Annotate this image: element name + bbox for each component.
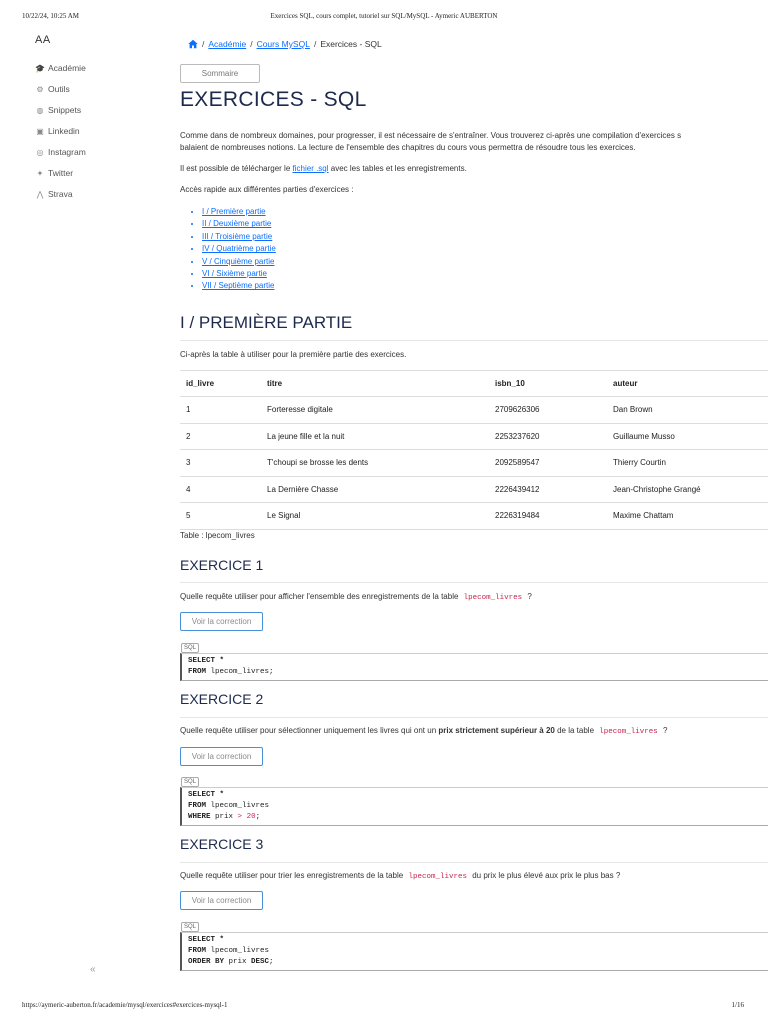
twitter-icon: ✦ [36, 168, 44, 178]
question-text: Quelle requête utiliser pour afficher l'ensemble des enregistrements de la table [180, 592, 461, 601]
brand-logo[interactable]: AA [35, 34, 51, 46]
code-language-badge: SQL [181, 777, 199, 787]
toc-link-part-2[interactable]: II / Deuxième partie [202, 219, 272, 229]
print-page-number: 1/16 [731, 1001, 744, 1009]
table-cell: Maxime Chattam [607, 503, 768, 530]
table-cell: 2092589547 [489, 450, 607, 477]
exercise-3-question [180, 870, 620, 883]
table-cell: 2253237620 [489, 423, 607, 450]
home-icon[interactable] [188, 39, 198, 49]
toc-link-part-5[interactable]: V / Cinquième partie [202, 256, 275, 266]
sidebar-item-label: Académie [48, 63, 86, 73]
code-line: FROM lpecom_livres; [188, 668, 274, 676]
print-title: Exercices SQL, cours complet, tutoriel sur SQL/MySQL - Aymeric AUBERTON [270, 12, 498, 20]
strava-icon: ⋀ [36, 189, 44, 199]
sidebar-item-label: Instagram [48, 147, 86, 157]
toc-list [192, 206, 276, 293]
question-text: de la table [554, 726, 597, 735]
voir-correction-button-3[interactable]: Voir la correction [180, 891, 263, 910]
table-caption: Table : lpecom_livres [180, 531, 255, 540]
question-text: Quelle requête utiliser pour trier les enregistrements de la table [180, 871, 406, 880]
code-line: SELECT * [188, 791, 225, 799]
breadcrumb-academie-link[interactable]: Académie [208, 39, 247, 49]
quick-access-text: Accès rapide aux différentes parties d'exercices : [180, 185, 354, 194]
voir-correction-button-2[interactable]: Voir la correction [180, 747, 263, 766]
column-header: titre [261, 371, 489, 397]
column-header: isbn_10 [489, 371, 607, 397]
column-header: auteur [607, 371, 768, 397]
sidebar-item-label: Strava [48, 189, 73, 199]
table-cell: 3 [180, 450, 261, 477]
table-row [180, 476, 768, 503]
inline-code: lpecom_livres [408, 873, 467, 881]
table-cell: 4 [180, 476, 261, 503]
table-cell: Thierry Courtin [607, 450, 768, 477]
table-cell: T'choupi se brosse les dents [261, 450, 489, 477]
sommaire-button[interactable]: Sommaire [180, 64, 260, 83]
table-cell: Dan Brown [607, 397, 768, 424]
question-text: Quelle requête utiliser pour sélectionner uniquement les livres qui ont un [180, 726, 439, 735]
globe-icon: ◍ [36, 105, 44, 115]
table-cell: 2 [180, 423, 261, 450]
linkedin-icon: ▣ [36, 126, 44, 136]
books-table [180, 370, 768, 530]
table-row [180, 450, 768, 477]
sidebar-item-label: Linkedin [48, 126, 80, 136]
toc-item [202, 206, 276, 218]
page-title: EXERCICES - SQL [180, 88, 367, 111]
inline-code: lpecom_livres [463, 594, 523, 602]
sidebar-item-label: Outils [48, 84, 70, 94]
toc-link-part-7[interactable]: VII / Septième partie [202, 281, 275, 291]
table-cell: 2709626306 [489, 397, 607, 424]
intro-line-1: Comme dans de nombreux domaines, pour progresser, il est nécessaire de s'entraîner. Vous trouverez ci-après une compilation d'exercices s [180, 131, 682, 140]
code-block-1 [180, 653, 768, 681]
question-text: ? [660, 726, 668, 735]
divider [180, 582, 768, 583]
table-cell: Forteresse digitale [261, 397, 489, 424]
code-line: SELECT * [188, 657, 225, 665]
breadcrumb-cours-mysql-link[interactable]: Cours MySQL [256, 39, 310, 49]
breadcrumb-separator: / [313, 39, 317, 49]
sidebar-item-label: Snippets [48, 105, 82, 115]
instagram-icon: ◎ [36, 147, 44, 157]
part-1-heading: I / PREMIÈRE PARTIE [180, 313, 353, 332]
code-line: FROM lpecom_livres [188, 802, 270, 810]
sidebar-item-outils[interactable] [35, 82, 70, 96]
code-line: ORDER BY prix DESC; [188, 958, 274, 966]
table-cell: 1 [180, 397, 261, 424]
code-line: WHERE prix > 20; [188, 813, 261, 821]
toc-item [202, 256, 276, 268]
table-cell: 2226439412 [489, 476, 607, 503]
main-content [180, 0, 768, 1000]
sidebar-item-strava[interactable] [35, 187, 73, 201]
toc-item [202, 231, 276, 243]
divider [180, 340, 768, 341]
code-language-badge: SQL [181, 643, 199, 653]
breadcrumb [188, 39, 382, 49]
table-row [180, 503, 768, 530]
print-url: https://aymeric-auberton.fr/academie/mysql/exercices#exercices-mysql-1 [22, 1001, 228, 1009]
table-cell: 2226319484 [489, 503, 607, 530]
exercise-2-question [180, 725, 667, 738]
part-1-intro: Ci-après la table à utiliser pour la première partie des exercices. [180, 350, 407, 359]
intro-line-2: balaient de nombreuses notions. La lecture de l'ensemble des chapitres du cours vous permettra de résoudre tous les exercices. [180, 143, 636, 152]
graduation-cap-icon: 🎓 [35, 63, 45, 73]
divider [180, 717, 768, 718]
table-row [180, 423, 768, 450]
gears-icon: ⚙ [36, 84, 44, 94]
sidebar-item-linkedin[interactable] [35, 124, 80, 138]
breadcrumb-separator: / [202, 39, 205, 49]
sidebar-item-twitter[interactable] [35, 166, 73, 180]
code-line: FROM lpecom_livres [188, 947, 270, 955]
inline-code: lpecom_livres [599, 728, 658, 736]
table-cell: Jean-Christophe Grangé [607, 476, 768, 503]
table-cell: 5 [180, 503, 261, 530]
code-line: SELECT * [188, 936, 225, 944]
print-datetime: 10/22/24, 10:25 AM [22, 12, 79, 20]
sidebar-collapse-button[interactable]: « [90, 964, 96, 975]
table-cell: La jeune fille et la nuit [261, 423, 489, 450]
toc-item [202, 280, 276, 292]
exercise-1-heading: EXERCICE 1 [180, 557, 264, 573]
voir-correction-button-1[interactable]: Voir la correction [180, 612, 263, 631]
exercise-2-heading: EXERCICE 2 [180, 691, 264, 707]
breadcrumb-current: Exercices - SQL [320, 39, 382, 49]
download-text-after: avec les tables et les enregistrements. [328, 164, 467, 173]
question-text: ? [525, 592, 532, 601]
question-text: du prix le plus élevé aux prix le plus bas ? [469, 871, 621, 880]
code-block-3 [180, 932, 768, 971]
toc-link-part-6[interactable]: VI / Sixième partie [202, 269, 267, 279]
toc-item [202, 218, 276, 230]
breadcrumb-separator: / [250, 39, 253, 49]
table-header-row [180, 371, 768, 397]
toc-item [202, 268, 276, 280]
sidebar-item-academie[interactable] [35, 61, 86, 75]
code-language-badge: SQL [181, 922, 199, 932]
exercise-1-question [180, 591, 532, 604]
column-header: id_livre [180, 371, 261, 397]
toc-link-part-4[interactable]: IV / Quatrième partie [202, 244, 276, 254]
sidebar-item-snippets[interactable] [35, 103, 81, 117]
table-row [180, 397, 768, 424]
sidebar-item-instagram[interactable] [35, 145, 86, 159]
question-bold: prix strictement supérieur à 20 [438, 726, 555, 735]
toc-item [202, 243, 276, 255]
download-paragraph [180, 163, 467, 175]
table-cell: La Dernière Chasse [261, 476, 489, 503]
sidebar-item-label: Twitter [48, 168, 74, 178]
exercise-3-heading: EXERCICE 3 [180, 836, 264, 852]
table-cell: Guillaume Musso [607, 423, 768, 450]
download-text-before: Il est possible de télécharger le [180, 164, 293, 173]
toc-link-part-1[interactable]: I / Première partie [202, 207, 266, 216]
sql-file-link[interactable]: fichier .sql [292, 164, 329, 173]
table-cell: Le Signal [261, 503, 489, 530]
divider [180, 862, 768, 863]
toc-link-part-3[interactable]: III / Troisième partie [202, 231, 273, 241]
code-block-2 [180, 787, 768, 826]
